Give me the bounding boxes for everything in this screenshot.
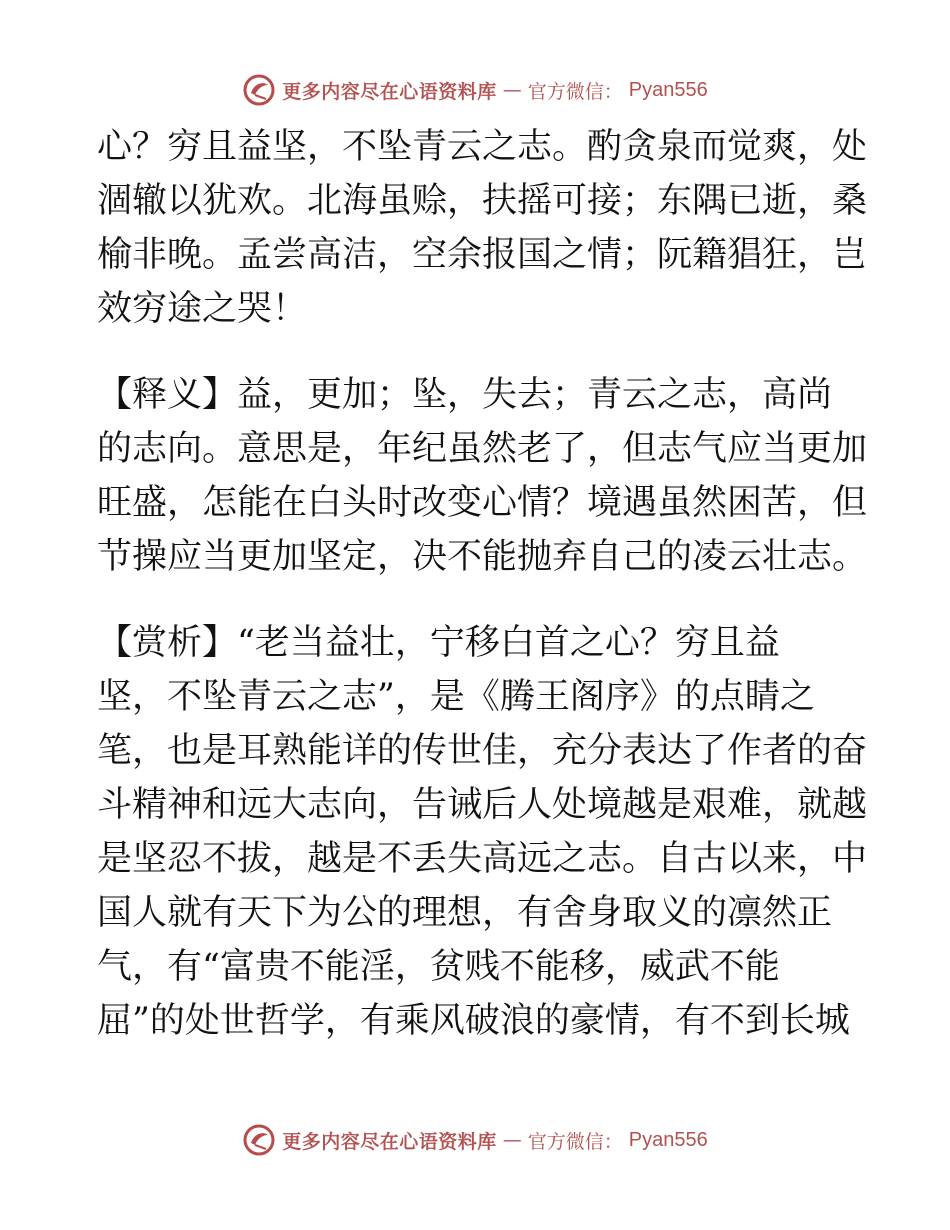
header-wechat-label: 官方微信：: [527, 80, 623, 103]
brand-logo-icon: [242, 1123, 276, 1157]
text-line: 【赏析】“老当益壮，宁移白首之心？穷且益: [97, 623, 780, 663]
text-line: 榆非晚。孟尝高洁，空余报国之情；阮籍猖狂，岂: [97, 235, 868, 275]
footer-promo-text: 更多内容尽在心语资料库: [282, 1130, 497, 1153]
text-line: 是坚忍不拔，越是不丢失高远之志。自古以来，中: [97, 839, 868, 879]
header-separator: —: [502, 79, 522, 101]
text-line: 国人就有天下为公的理想，有舍身取义的凛然正: [97, 893, 833, 933]
brand-logo-icon: [242, 73, 276, 107]
header-wechat-id: Pyan556: [628, 78, 708, 101]
text-line: 笔，也是耳熟能详的传世佳，充分表达了作者的奋: [97, 731, 868, 771]
text-line: 节操应当更加坚定，决不能抛弃自己的凌云壮志。: [97, 537, 868, 577]
footer-wechat-id: Pyan556: [628, 1128, 708, 1151]
header-promo-text: 更多内容尽在心语资料库: [282, 80, 497, 103]
paragraph-appreciation: [97, 616, 868, 1048]
text-line: 涸辙以犹欢。北海虽赊，扶摇可接；东隅已逝，桑: [97, 181, 868, 221]
text-line: 坚，不坠青云之志”，是《腾王阁序》的点睛之: [97, 677, 815, 717]
paragraph-interpretation: [97, 368, 868, 584]
text-line: 心？穷且益坚，不坠青云之志。酌贪泉而觉爽，处: [97, 127, 868, 167]
text-line: 旺盛，怎能在白头时改变心情？境遇虽然困苦，但: [97, 483, 868, 523]
footer-banner: [0, 1120, 950, 1160]
footer-separator: —: [502, 1129, 522, 1151]
text-line: 效穷途之哭！: [97, 289, 308, 329]
document-body: [97, 120, 868, 1048]
footer-wechat-label: 官方微信：: [527, 1130, 623, 1153]
text-line: 【释义】益，更加；坠，失去；青云之志，高尚: [97, 375, 833, 415]
text-line: 气，有“富贵不能淫，贫贱不能移，威武不能: [97, 947, 780, 987]
text-line: 屈”的处世哲学，有乘风破浪的豪情，有不到长城: [97, 1001, 850, 1041]
text-line: 斗精神和远大志向，告诫后人处境越是艰难，就越: [97, 785, 868, 825]
header-banner: [0, 70, 950, 110]
paragraph-continuation: [97, 120, 868, 336]
text-line: 的志向。意思是，年纪虽然老了，但志气应当更加: [97, 429, 868, 469]
